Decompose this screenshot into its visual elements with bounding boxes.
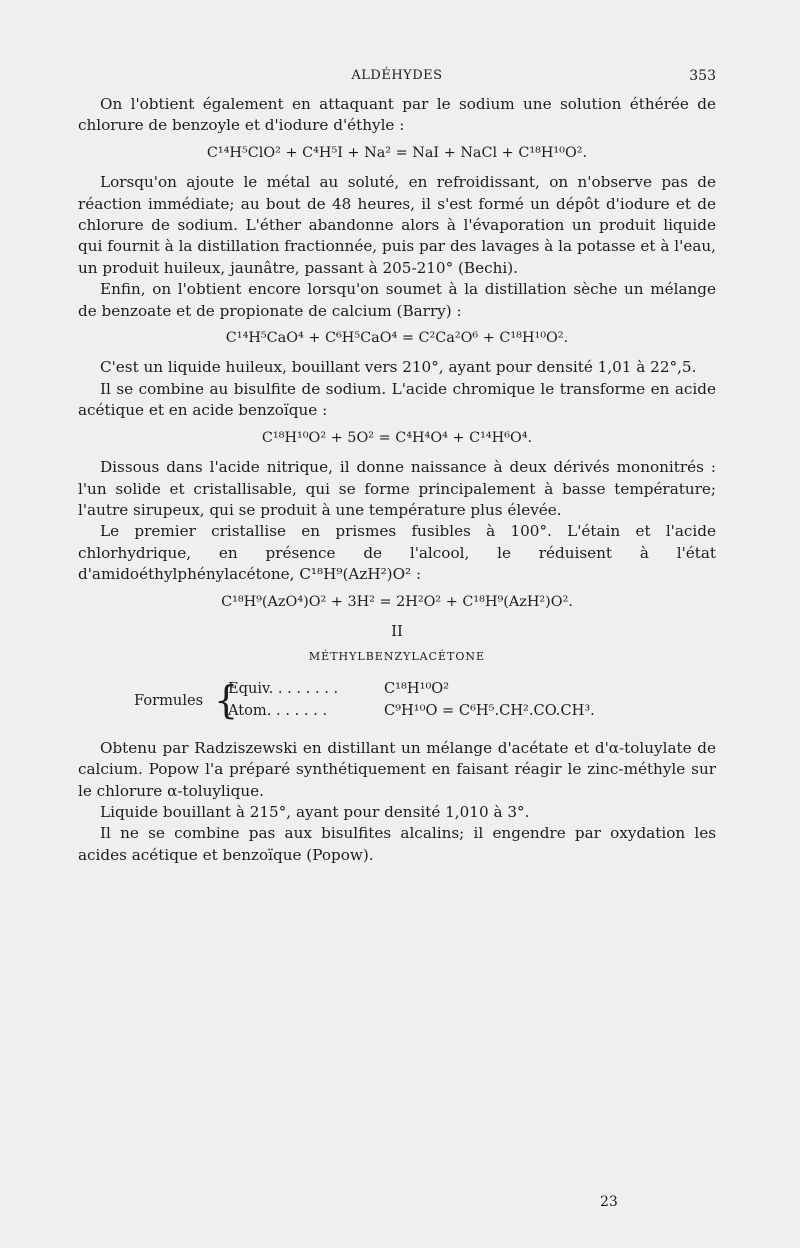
paragraph: Le premier cristallise en prismes fusibles à 100°. L'étain et l'acide chlorhydrique, en présence de l'alcool, le réduisent à l'état d'amidoéthylphénylacétone, C¹⁸H⁹(AzH²)O² :: [78, 522, 716, 584]
equiv-formula: C¹⁸H¹⁰O²: [384, 679, 450, 697]
paragraph: Liquide bouillant à 215°, ayant pour densité 1,010 à 3°.: [100, 802, 530, 821]
paragraph: Enfin, on l'obtient encore lorsqu'on soumet à la distillation sèche un mélange de benzoate et de propionate de calcium (Barry) :: [78, 280, 716, 320]
section-title: MÉTHYLBENZYLACÉTONE: [308, 650, 486, 664]
paragraph: Obtenu par Radziszewski en distillant un mélange d'acétate et d'α-toluylate de calcium. Popow l'a préparé synthétiquement en faisant réagir le zinc-méthyle sur le chlorure α-toluylique.: [78, 738, 716, 800]
equation: C¹⁴H⁵CaO⁴ + C⁶H⁵CaO⁴ = C²Ca²O⁶ + C¹⁸H¹⁰O².: [225, 330, 569, 347]
atom-label: Atom. . . . . . .: [228, 701, 328, 719]
section-number: II: [391, 621, 403, 640]
equation: C¹⁴H⁵ClO² + C⁴H⁵I + Na² = NaI + NaCl + C¹⁸H¹⁰O².: [206, 144, 588, 161]
paragraph: C'est un liquide huileux, bouillant vers 210°, ayant pour densité 1,01 à 22°,5.: [100, 358, 697, 377]
atom-formula: C⁹H¹⁰O = C⁶H⁵.CH².CO.CH³.: [384, 701, 595, 719]
equation: C¹⁸H¹⁰O² + 5O² = C⁴H⁴O⁴ + C¹⁴H⁶O⁴.: [261, 429, 533, 446]
equiv-label: Equiv. . . . . . . .: [228, 679, 339, 697]
page-body: [78, 94, 716, 866]
equation: C¹⁸H⁹(AzO⁴)O² + 3H² = 2H²O² + C¹⁸H⁹(AzH²)O².: [221, 593, 573, 610]
signature-mark: 23: [600, 1194, 618, 1210]
formulas-block: [78, 676, 716, 726]
paragraph: Lorsqu'on ajoute le métal au soluté, en refroidissant, on n'observe pas de réaction immédiate; au bout de 48 heures, il s'est formé un dépôt d'iodure et de chlorure de sodium. L'éther abandonne alors à l'évaporation un produit liquide qui fournit à la distillation fractionnée, puis par des lavages à la potasse et à l'eau, un produit huileux, jaunâtre, passant à 205-210° (Bechi).: [78, 173, 716, 277]
formulas-label: Formules: [134, 691, 204, 709]
brace-icon: {: [214, 677, 239, 722]
paragraph: Il se combine au bisulfite de sodium. L'acide chromique le transforme en acide acétique et en acide benzoïque :: [78, 379, 716, 420]
paragraph: Dissous dans l'acide nitrique, il donne naissance à deux dérivés mononitrés : l'un solide et cristallisable, qui se forme principalement à basse température; l'autre sirupeux, qui se produit à une température plus élevée.: [78, 458, 716, 519]
page-number: 353: [689, 68, 716, 84]
running-title: ALDÉHYDES: [351, 68, 443, 83]
page-header: [78, 68, 716, 90]
paragraph: Il ne se combine pas aux bisulfites alcalins; il engendre par oxydation les acides acétique et benzoïque (Popow).: [78, 824, 716, 864]
paragraph: On l'obtient également en attaquant par le sodium une solution éthérée de chlorure de benzoyle et d'iodure d'éthyle :: [78, 95, 716, 135]
